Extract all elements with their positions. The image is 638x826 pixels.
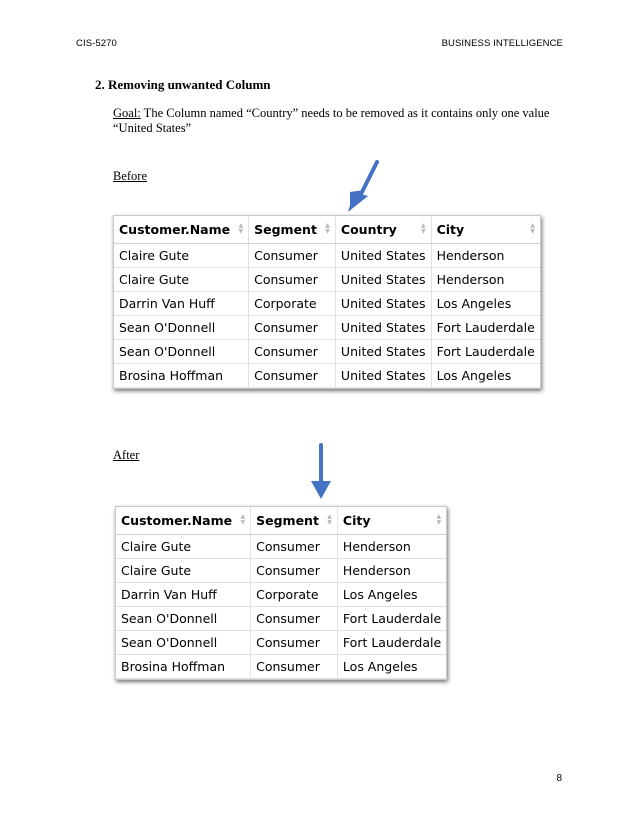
table-cell: Claire Gute <box>116 559 251 583</box>
table-cell: Consumer <box>251 631 338 655</box>
table-cell: Consumer <box>249 268 336 292</box>
table-cell: Claire Gute <box>116 535 251 559</box>
header-course-code: CIS-5270 <box>76 38 117 49</box>
table-cell: Fort Lauderdale <box>337 607 446 631</box>
sort-icon[interactable]: ▲ ▼ <box>420 222 426 235</box>
table-row <box>116 655 446 679</box>
down-arrow-icon <box>308 443 334 501</box>
table-cell: Brosina Hoffman <box>116 655 251 679</box>
column-header[interactable]: Customer.Name ▲ ▼ <box>114 216 249 244</box>
table-row <box>114 268 540 292</box>
table-cell: Corporate <box>249 292 336 316</box>
column-header[interactable]: Customer.Name ▲ ▼ <box>116 507 251 535</box>
table-cell: Consumer <box>251 535 338 559</box>
table-cell: Fort Lauderdale <box>337 631 446 655</box>
goal-paragraph <box>113 106 553 136</box>
table-cell: Brosina Hoffman <box>114 364 249 388</box>
table-cell: United States <box>335 244 431 268</box>
table-cell: Claire Gute <box>114 244 249 268</box>
table-row <box>114 316 540 340</box>
before-header-row <box>114 216 540 244</box>
section-heading: 2. Removing unwanted Column <box>95 77 271 92</box>
before-label: Before <box>113 169 148 183</box>
column-header[interactable]: City ▲ ▼ <box>431 216 540 244</box>
column-header[interactable]: Country ▲ ▼ <box>335 216 431 244</box>
table-cell: Consumer <box>249 364 336 388</box>
column-header[interactable]: Segment ▲ ▼ <box>251 507 338 535</box>
after-table <box>115 506 447 680</box>
sort-icon[interactable]: ▲ ▼ <box>327 513 332 526</box>
table-cell: United States <box>335 340 431 364</box>
before-table <box>113 215 541 389</box>
table-cell: Henderson <box>337 535 446 559</box>
table-cell: Henderson <box>337 559 446 583</box>
page-number: 8 <box>556 773 562 784</box>
table-cell: Consumer <box>249 340 336 364</box>
table-cell: Darrin Van Huff <box>116 583 251 607</box>
table-cell: Consumer <box>251 655 338 679</box>
sort-icon[interactable]: ▲ ▼ <box>530 222 535 235</box>
table-cell: Fort Lauderdale <box>431 316 540 340</box>
down-arrow-icon <box>346 160 382 214</box>
table-cell: Consumer <box>251 559 338 583</box>
table-row <box>114 364 540 388</box>
goal-label: Goal: <box>113 106 141 120</box>
table-row <box>114 292 540 316</box>
table-cell: United States <box>335 316 431 340</box>
table-row <box>116 535 446 559</box>
table-cell: Los Angeles <box>431 364 540 388</box>
table-row <box>116 559 446 583</box>
table-cell: Corporate <box>251 583 338 607</box>
table-cell: United States <box>335 292 431 316</box>
table-row <box>116 631 446 655</box>
table-cell: United States <box>335 268 431 292</box>
table-cell: Fort Lauderdale <box>431 340 540 364</box>
table-cell: Sean O'Donnell <box>114 316 249 340</box>
column-header[interactable]: Segment ▲ ▼ <box>249 216 336 244</box>
sort-icon[interactable]: ▲ ▼ <box>238 222 244 235</box>
table-cell: Los Angeles <box>337 655 446 679</box>
table-cell: Claire Gute <box>114 268 249 292</box>
table-row <box>116 607 446 631</box>
table-cell: Consumer <box>251 607 338 631</box>
table-cell: Consumer <box>249 244 336 268</box>
table-row <box>116 583 446 607</box>
goal-text: The Column named “Country” needs to be removed as it contains only one value “United States” <box>113 106 550 135</box>
table-cell: Los Angeles <box>337 583 446 607</box>
after-header-row <box>116 507 446 535</box>
table-cell: Los Angeles <box>431 292 540 316</box>
after-label: After <box>113 448 140 462</box>
table-cell: Sean O'Donnell <box>114 340 249 364</box>
table-cell: Sean O'Donnell <box>116 631 251 655</box>
table-row <box>114 340 540 364</box>
table-cell: Henderson <box>431 268 540 292</box>
table-cell: Sean O'Donnell <box>116 607 251 631</box>
table-cell: United States <box>335 364 431 388</box>
sort-icon[interactable]: ▲ ▼ <box>325 222 330 235</box>
sort-icon[interactable]: ▲ ▼ <box>240 513 246 526</box>
table-cell: Henderson <box>431 244 540 268</box>
table-cell: Consumer <box>249 316 336 340</box>
table-row <box>114 244 540 268</box>
header-course-title: BUSINESS INTELLIGENCE <box>441 38 563 49</box>
table-cell: Darrin Van Huff <box>114 292 249 316</box>
column-header[interactable]: City ▲ ▼ <box>337 507 446 535</box>
sort-icon[interactable]: ▲ ▼ <box>436 513 442 526</box>
